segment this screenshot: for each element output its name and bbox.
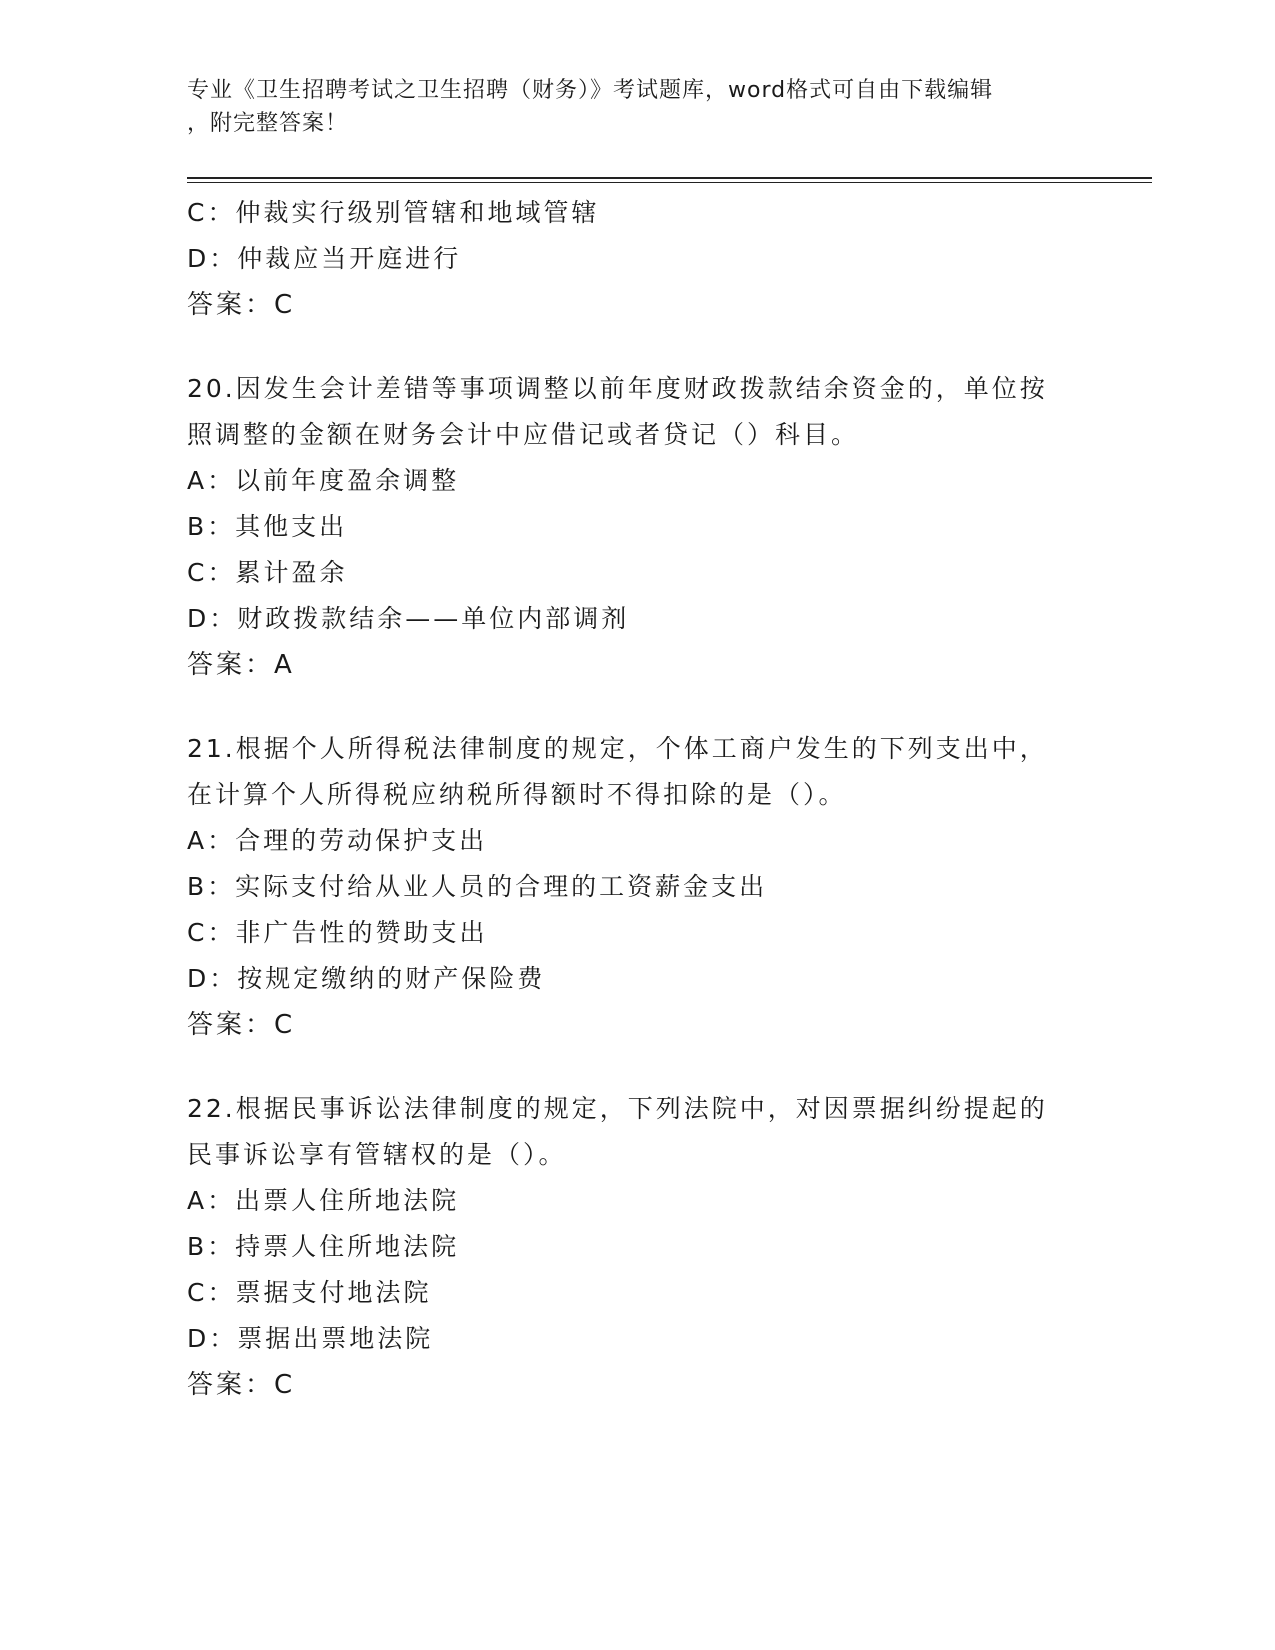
spacer (187, 1048, 1087, 1086)
answer-line: 答案：A (187, 650, 295, 680)
header-line-2: ，附完整答案！ (187, 111, 349, 136)
option-c: C：累计盈余 (187, 558, 348, 587)
question-20 (187, 366, 1087, 688)
question-21 (187, 726, 1087, 1048)
header-line-1: 专业《卫生招聘考试之卫生招聘（财务）》考试题库，word格式可自由下载编辑 (187, 78, 994, 103)
option-a: A：出票人住所地法院 (187, 1186, 460, 1215)
header-divider-thin (187, 182, 1152, 183)
answer-line: 答案：C (187, 1010, 296, 1040)
option-c: C：仲裁实行级别管辖和地域管辖 (187, 198, 600, 227)
question-stem-line: 21.根据个人所得税法律制度的规定，个体工商户发生的下列支出中， (187, 734, 1048, 763)
previous-question-tail (187, 190, 1087, 328)
question-stem-line: 20.因发生会计差错等事项调整以前年度财政拨款结余资金的，单位按 (187, 374, 1048, 403)
question-list (187, 190, 1087, 1408)
option-d: D：财政拨款结余——单位内部调剂 (187, 604, 630, 633)
option-b: B：其他支出 (187, 512, 348, 541)
answer-line: 答案：C (187, 1370, 296, 1400)
question-stem-line: 民事诉讼享有管辖权的是（）。 (187, 1140, 567, 1169)
option-d: D：按规定缴纳的财产保险费 (187, 964, 546, 993)
answer-line: 答案：C (187, 290, 296, 320)
option-c: C：非广告性的赞助支出 (187, 918, 488, 947)
question-stem-line: 照调整的金额在财务会计中应借记或者贷记（）科目。 (187, 420, 860, 449)
option-b: B：实际支付给从业人员的合理的工资薪金支出 (187, 872, 768, 901)
page-header (187, 74, 1087, 140)
option-b: B：持票人住所地法院 (187, 1232, 460, 1261)
option-a: A：以前年度盈余调整 (187, 466, 460, 495)
question-stem-line: 在计算个人所得税应纳税所得额时不得扣除的是（）。 (187, 780, 847, 809)
spacer (187, 688, 1087, 726)
option-c: C：票据支付地法院 (187, 1278, 432, 1307)
option-d: D：票据出票地法院 (187, 1324, 434, 1353)
question-22 (187, 1086, 1087, 1408)
option-d: D：仲裁应当开庭进行 (187, 244, 462, 273)
option-a: A：合理的劳动保护支出 (187, 826, 488, 855)
question-stem-line: 22.根据民事诉讼法律制度的规定，下列法院中，对因票据纠纷提起的 (187, 1094, 1048, 1123)
spacer (187, 328, 1087, 366)
header-divider-thick (187, 177, 1152, 179)
